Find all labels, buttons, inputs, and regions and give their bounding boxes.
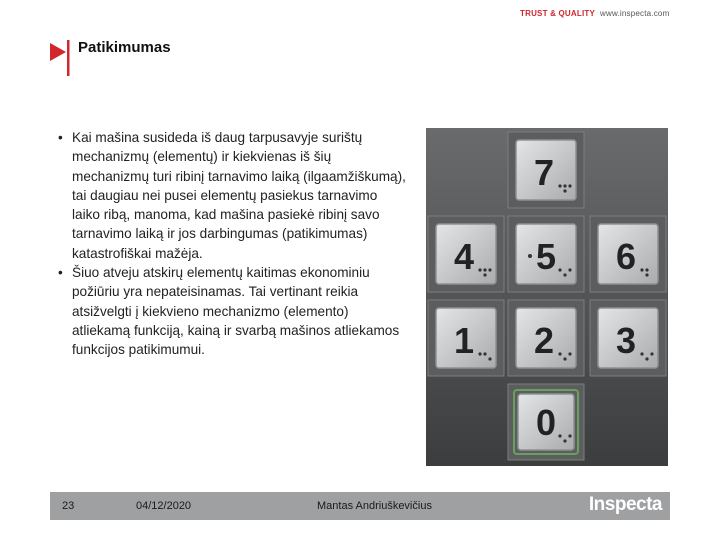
brand-url: www.inspecta.com	[600, 9, 670, 18]
bullet-item: • Kai mašina susideda iš daug tarpusavyje surištų mechanizmų (elementų) ir kiekvienas iš šių mechanizmų turi ribinį tarnavimo laiką (ilgaamžiškumą), tai daugiau nei pusei elementų pasiekus tarnavimo laiko ribą, manoma, kad mašina pasiekė ribinį savo tarnavimo laiką ir jos darbingumas (patikimumas) katastrofiškai mažėja.	[58, 130, 406, 261]
slide-footer	[50, 492, 670, 520]
title-arrow-icon	[50, 40, 74, 76]
key-0: 0	[536, 402, 557, 443]
bullet-text: Šiuo atveju atskirų elementų kaitimas ekonominiu požiūriu yra nepateisinamas. Tai vertinant reikia atsižvelgti į kiekvieno mechanizmo (elemento) atliekamą funkciją, kainą ir svarbą mašinos atliekamos funkcijos patikimumui.	[72, 265, 400, 358]
key-5: 5	[536, 236, 557, 277]
key-6: 6	[616, 236, 637, 277]
brand-tagline: TRUST & QUALITY	[520, 9, 595, 18]
bullet-item: • Šiuo atveju atskirų elementų kaitimas ekonominiu požiūriu yra nepateisinamas. Tai vertinant reikia atsižvelgti į kiekvieno mechanizmo (elemento) atliekamą funkciją, kainą ir svarbą mašinos atliekamos funkcijos patikimumui.	[58, 265, 400, 358]
page-number: 23	[62, 500, 75, 512]
brand-header	[520, 9, 669, 18]
bullet-text: Kai mašina susideda iš daug tarpusavyje surištų mechanizmų (elementų) ir kiekvienas iš šių mechanizmų turi ribinį tarnavimo laiką (ilgaamžiškumą), tai daugiau nei pusei elementų pasiekus tarnavimo laiko ribą, manoma, kad mašina pasiekė ribinį savo tarnavimo laiką ir jos darbingumas (patikimumas) katastrofiškai mažėja.	[72, 130, 406, 261]
key-3: 3	[616, 320, 637, 361]
key-4: 4	[454, 236, 475, 277]
key-7: 7	[534, 152, 555, 193]
bullet-list	[58, 128, 408, 360]
key-1: 1	[454, 320, 475, 361]
inspecta-logo: Inspecta	[588, 494, 662, 515]
elevator-keypad-image	[426, 128, 668, 466]
key-2: 2	[534, 320, 555, 361]
footer-author: Mantas Andriuškevičius	[317, 500, 432, 512]
slide-title: Patikimumas	[78, 39, 171, 56]
footer-date: 04/12/2020	[136, 500, 192, 512]
